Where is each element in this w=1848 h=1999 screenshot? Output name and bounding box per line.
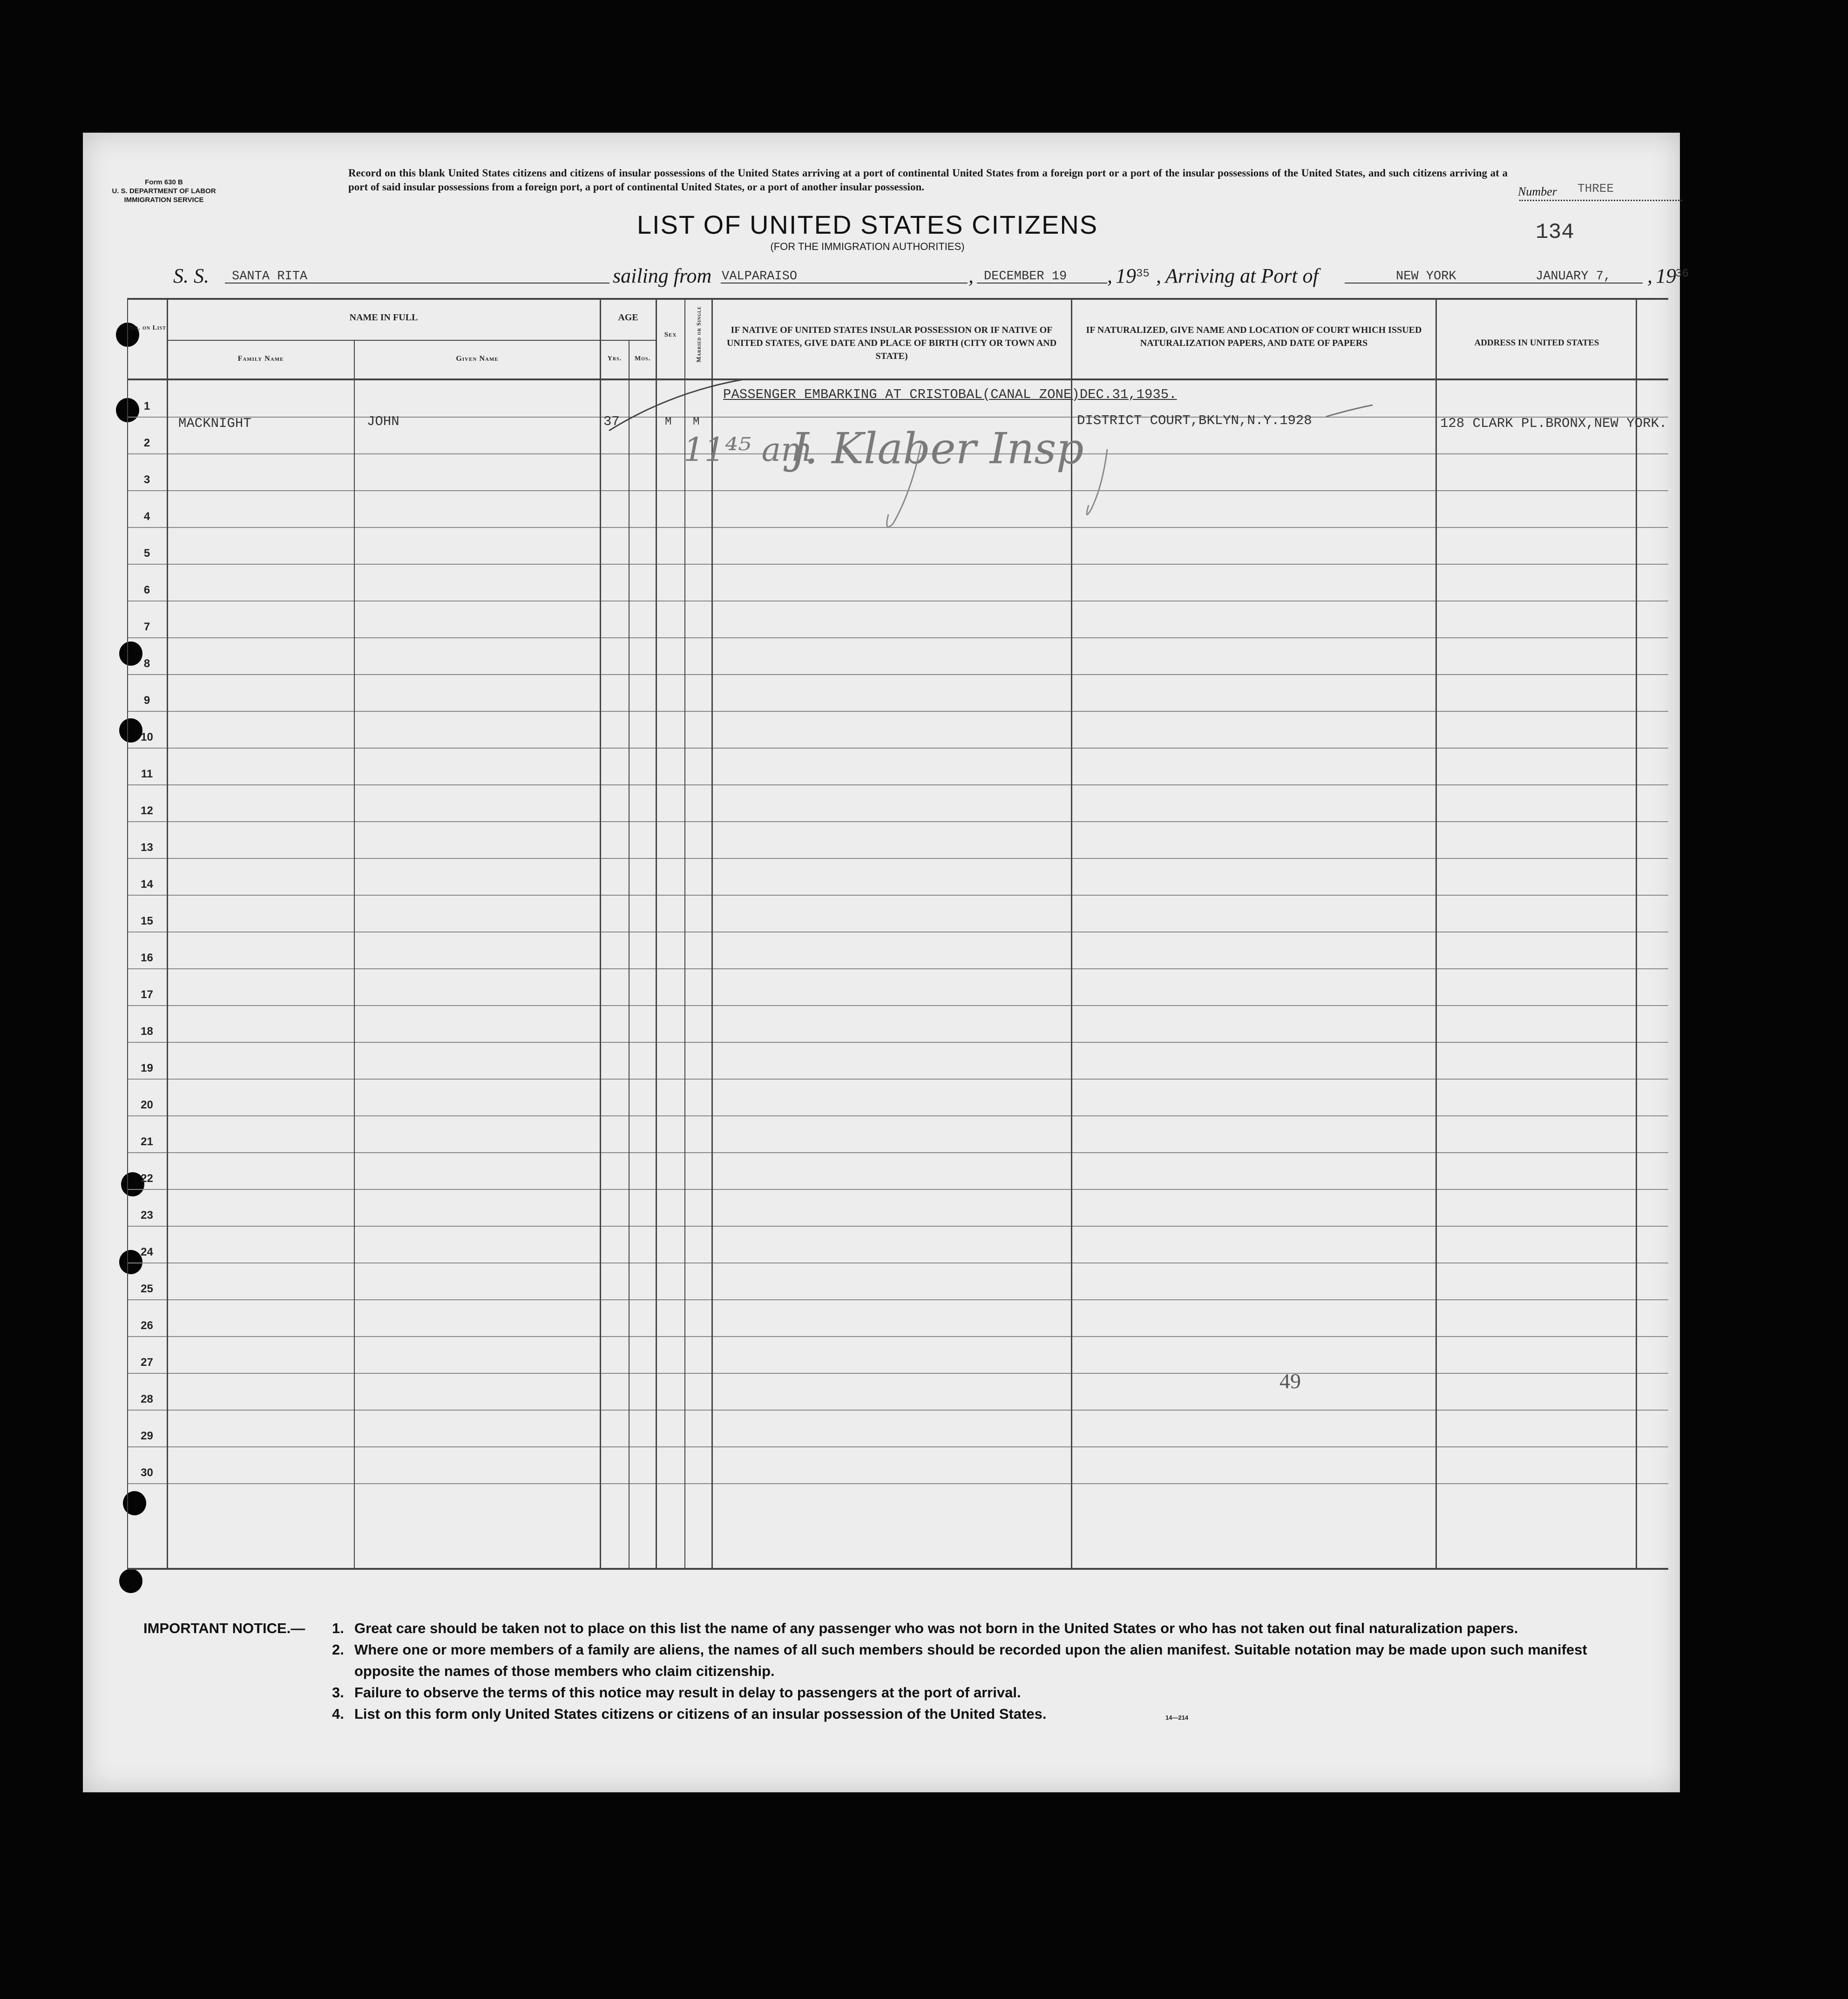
row-rule — [127, 1336, 1668, 1337]
header-naturalization: IF NATURALIZED, GIVE NAME AND LOCATION OF COURT WHICH ISSUED NATURALIZATION PAPERS, AND DATE OF PAPERS — [1086, 325, 1422, 348]
page-title: LIST OF UNITED STATES CITIZENS — [636, 210, 1098, 239]
row-number: 25 — [141, 1283, 153, 1295]
row-number: 2 — [143, 437, 150, 449]
row-number: 13 — [141, 841, 153, 854]
row-rule — [127, 1226, 1668, 1227]
form-code: 14—214 — [1165, 1714, 1189, 1721]
comma-separator: , — [968, 264, 974, 287]
row-number: 16 — [141, 952, 153, 964]
row-rule — [127, 895, 1668, 896]
column-divider — [684, 298, 685, 1569]
name-header-divider — [168, 340, 632, 341]
notice-item-text: List on this form only United States citizens or citizens of an insular possession of the United States. — [354, 1706, 1047, 1722]
arrival-port: NEW YORK — [1396, 270, 1456, 284]
naturalization-cell: DISTRICT COURT,BKLYN,N.Y.1928 — [1077, 413, 1312, 428]
header-address: ADDRESS IN UNITED STATES — [1474, 338, 1599, 348]
row-number: 7 — [143, 621, 150, 633]
row-rule — [127, 1005, 1668, 1006]
row-rule — [127, 968, 1668, 969]
row-rule — [127, 1079, 1668, 1080]
page-number: 134 — [1536, 220, 1574, 244]
notice-item-number: 4. — [332, 1706, 344, 1722]
notice-item — [332, 1682, 1622, 1703]
signature-flourish — [781, 417, 1191, 538]
arrival-year-suffix: 36 — [1675, 268, 1689, 280]
arrival-year-separator: , — [1647, 264, 1652, 287]
column-divider — [167, 298, 168, 1569]
header-native-birthplace: IF NATIVE OF UNITED STATES INSULAR POSSESSION OR IF NATIVE OF UNITED STATES, GIVE DATE AND PLACE OF BIRTH (CITY OR TOWN AND STATE) — [726, 325, 1057, 361]
family-name-cell: MACKNIGHT — [178, 416, 251, 431]
department-name: U. S. DEPARTMENT OF LABOR — [112, 187, 216, 195]
inspector-signature: J. Klaber Insp — [791, 424, 1084, 473]
column-divider — [354, 340, 355, 1569]
row-rule — [127, 1189, 1668, 1190]
row-number: 14 — [141, 878, 153, 891]
form-identifier — [108, 178, 220, 204]
notice-item — [332, 1618, 1622, 1639]
row-rule — [127, 711, 1668, 712]
row-number: 15 — [141, 915, 153, 927]
row-number: 3 — [143, 473, 150, 486]
age-header-divider — [601, 340, 656, 341]
row-number: 28 — [141, 1393, 153, 1405]
sheet-stamp-number: 49 — [1279, 1369, 1301, 1393]
departure-year-separator: , — [1107, 264, 1112, 287]
column-divider — [600, 298, 601, 1569]
header-no-on-list: No. on List — [129, 324, 166, 331]
comma-separator: , — [1156, 264, 1161, 287]
row-rule — [127, 1115, 1668, 1116]
list-number-label: Number — [1518, 185, 1557, 198]
row-number: 17 — [141, 988, 153, 1001]
column-divider — [711, 298, 713, 1569]
row-number: 30 — [141, 1466, 153, 1479]
header-bottom-border — [127, 378, 1668, 380]
departure-port: VALPARAISO — [722, 270, 798, 284]
ship-name: SANTA RITA — [232, 270, 308, 284]
notice-item — [332, 1703, 1622, 1725]
row-rule — [127, 1410, 1668, 1411]
row-number: 24 — [141, 1246, 153, 1258]
row-number: 11 — [141, 768, 153, 780]
column-divider — [1435, 298, 1437, 1569]
column-divider — [656, 298, 657, 1569]
row-number: 8 — [143, 657, 150, 670]
row-number: 9 — [143, 694, 150, 707]
row-number: 23 — [141, 1209, 153, 1222]
row-rule — [127, 1373, 1668, 1374]
row-rule — [127, 784, 1668, 785]
table-top-border — [127, 298, 1668, 300]
page-subtitle: (FOR THE IMMIGRATION AUTHORITIES) — [770, 241, 965, 252]
row-number: 4 — [143, 510, 150, 523]
notice-item — [332, 1639, 1622, 1682]
sailing-label: sailing from — [613, 264, 712, 287]
row-rule — [127, 1152, 1668, 1153]
header-name-in-full: NAME IN FULL — [349, 312, 418, 323]
row-rule — [127, 821, 1668, 822]
row-rule — [127, 1446, 1668, 1447]
punch-hole — [119, 1569, 142, 1593]
table-bottom-border — [127, 1568, 1668, 1570]
arrival-year-prefix: 19 — [1656, 264, 1676, 287]
row-rule — [127, 1299, 1668, 1300]
age-years-cell: 37 — [603, 414, 620, 429]
row-number: 1 — [143, 400, 150, 412]
departure-year-prefix: 19 — [1116, 264, 1136, 287]
row-number: 5 — [143, 547, 150, 560]
header-given-name: Given Name — [456, 355, 499, 363]
marital-status-cell: M — [693, 416, 700, 428]
row-number: 12 — [141, 804, 153, 817]
header-age: AGE — [618, 312, 638, 323]
list-number-line — [1519, 200, 1682, 201]
list-number-value: THREE — [1577, 182, 1614, 196]
row-number: 22 — [141, 1172, 153, 1185]
row-rule — [127, 637, 1668, 638]
notice-item-text: Failure to observe the terms of this notice may result in delay to passengers at the port of arrival. — [354, 1684, 1021, 1701]
column-divider — [629, 340, 630, 1569]
service-name: IMMIGRATION SERVICE — [124, 196, 204, 204]
row-rule — [127, 858, 1668, 859]
row-rule — [127, 674, 1668, 675]
row-number: 20 — [141, 1099, 153, 1111]
notice-item-number: 2. — [332, 1641, 344, 1658]
column-divider — [1636, 298, 1637, 1569]
header-family-name: Family Name — [237, 355, 284, 363]
row-number: 18 — [141, 1025, 153, 1038]
notice-item-number: 1. — [332, 1620, 344, 1636]
notice-item-number: 3. — [332, 1684, 344, 1701]
header-married-or-single: Married or Single — [695, 306, 702, 363]
notice-lead: IMPORTANT NOTICE.— — [143, 1620, 305, 1636]
pen-dash-mark — [1321, 398, 1377, 426]
given-name-cell: JOHN — [367, 414, 399, 429]
row-number: 26 — [141, 1319, 153, 1332]
row-number: 27 — [141, 1356, 153, 1369]
row-number: 6 — [143, 584, 150, 596]
row-rule — [127, 1483, 1668, 1484]
arriving-label: Arriving at Port of — [1165, 264, 1319, 287]
header-months: Mos. — [634, 355, 651, 362]
notice-item-text: Great care should be taken not to place on this list the name of any passenger who was not born in the United States or who has not taken out final naturalization papers. — [354, 1620, 1518, 1636]
notice-item-text: Where one or more members of a family are aliens, the names of all such members should be recorded upon the alien manifest. Suitable notation may be made upon such manifest opposite the names of those members who claim citizenship. — [354, 1641, 1587, 1679]
row-number: 21 — [141, 1135, 153, 1148]
row-number: 29 — [141, 1430, 153, 1442]
row-number: 10 — [141, 731, 153, 743]
sex-cell: M — [665, 416, 672, 428]
departure-date: DECEMBER 19 — [984, 270, 1067, 284]
row-rule — [127, 748, 1668, 749]
punch-hole — [123, 1491, 146, 1515]
header-sex: Sex — [664, 331, 677, 338]
handwritten-time: 11⁴⁵ am — [684, 431, 812, 469]
arrival-date: JANUARY 7, — [1536, 270, 1611, 284]
departure-year-suffix: 35 — [1136, 268, 1150, 280]
manifest-sheet — [83, 133, 1689, 1792]
row-rule — [127, 1042, 1668, 1043]
form-instructions: Record on this blank United States citizens and citizens of insular possessions of the United States arriving at a port of continental United States from a foreign port or a port of the insular possessions of the United States, and such citizens arriving at a port of said insular possessions from a foreign port, a port of continental United States, or a port of another insular possession. — [348, 167, 1508, 193]
row-number: 19 — [141, 1062, 153, 1074]
embarkation-note: PASSENGER EMBARKING AT CRISTOBAL(CANAL ZONE)DEC.31,1935. — [723, 387, 1177, 402]
header-years: Yrs. — [607, 355, 622, 362]
form-number: Form 630 B — [145, 178, 183, 186]
ss-label: S. S. — [173, 264, 209, 287]
column-divider — [127, 298, 128, 1569]
address-cell: 128 CLARK PL.BRONX,NEW YORK. — [1440, 416, 1667, 431]
row-rule — [127, 564, 1668, 565]
